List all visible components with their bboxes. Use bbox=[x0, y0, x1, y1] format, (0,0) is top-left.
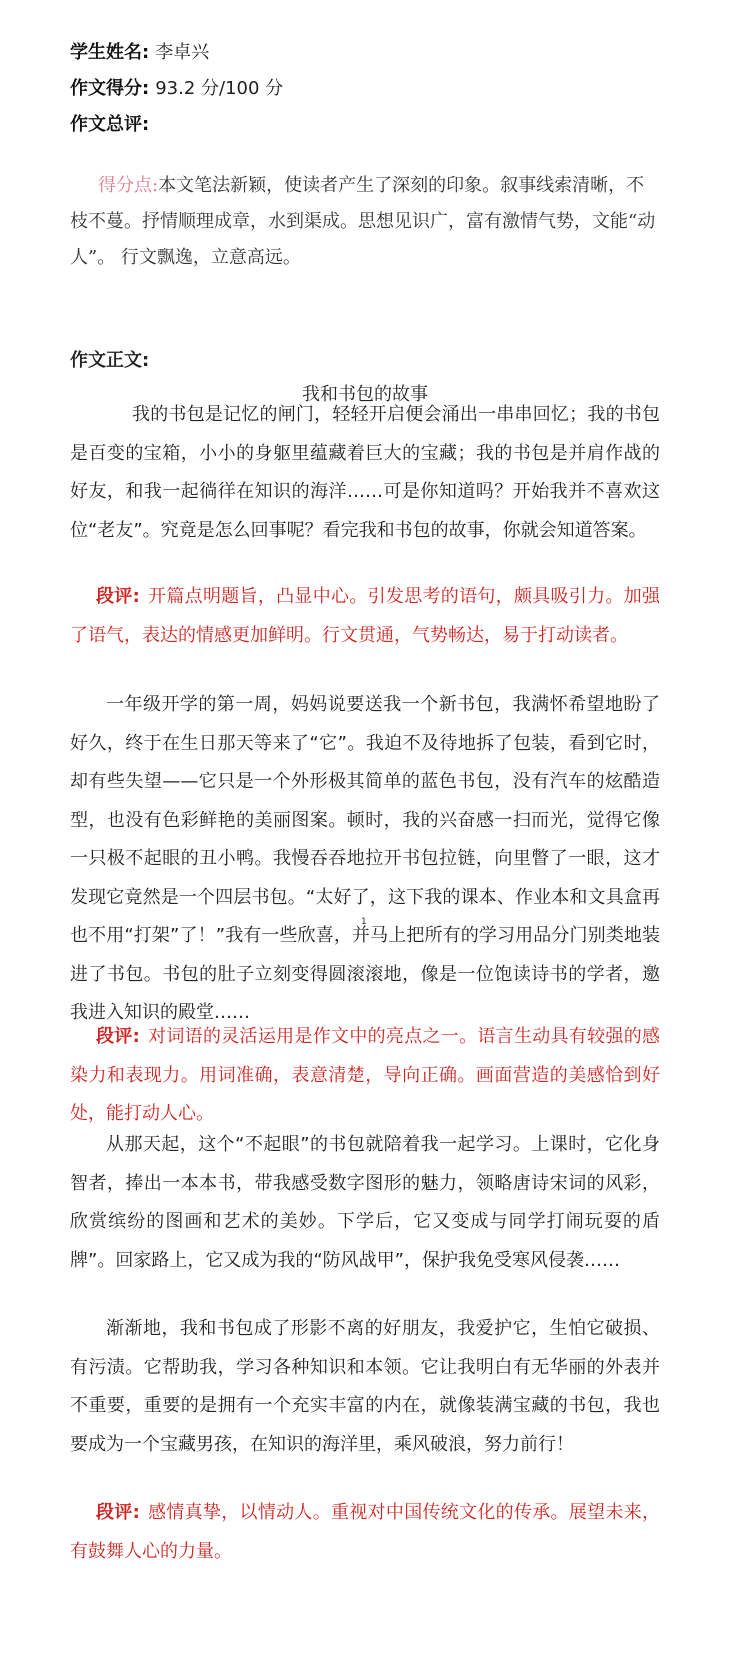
essay-title: 我和书包的故事 bbox=[302, 384, 428, 405]
essay-paragraph-3: 从那天起，这个“不起眼”的书包就陪着我一起学习。上课时，它化身智者，捧出一本本书，带我感受数字图形的魅力，领略唐诗宋词的风彩，欣赏缤纷的图画和艺术的美妙。下学后，它又变成与同学打闹玩耍的盾牌”。回家路上，它又成为我的“防风战甲”，保护我免受寒风侵袭…… bbox=[70, 1134, 660, 1271]
essay-paragraph-4: 渐渐地，我和书包成了形影不离的好朋友，我爱护它，生怕它破损、有污渍。它帮助我，学习各种知识和本领。它让我明白有无华丽的外表并不重要，重要的是拥有一个充实丰富的内在，就像装满宝藏的书包，我也要成为一个宝藏男孩，在知识的海洋里，乘风破浪，努力前行！ bbox=[70, 1318, 660, 1455]
essay-section-label: 作文正文: bbox=[70, 350, 150, 371]
paragraph-comment-3 bbox=[70, 1494, 660, 1571]
paragraph-comment-text: 感情真挚，以情动人。重视对中国传统文化的传承。展望未来，有鼓舞人心的力量。 bbox=[70, 1502, 661, 1562]
essay-paragraph-1: 我的书包是记忆的闸门，轻轻开启便会涌出一串串回忆；我的书包是百变的宝箱，小小的身躯里蕴藏着巨大的宝藏；我的书包是并肩作战的好友，和我一起徜徉在知识的海洋……可是你知道吗？开始我并不喜欢这位“老友”。究竟是怎么回事呢？看完我和书包的故事，你就会知道答案。 bbox=[70, 404, 660, 541]
footnote-mark: 1 bbox=[361, 917, 367, 927]
student-name-label: 学生姓名: bbox=[70, 42, 150, 63]
student-name-value: 李卓兴 bbox=[155, 42, 210, 63]
paragraph-comment-text: 开篇点明题旨，凸显中心。引发思考的语句，颇具吸引力。加强了语气，表达的情感更加鲜明。行文贯通，气势畅达，易于打动读者。 bbox=[70, 586, 661, 646]
paragraph-comment-label: 段评: bbox=[96, 1502, 140, 1523]
paragraph-comment-label: 段评: bbox=[96, 1026, 140, 1047]
overall-comment bbox=[70, 168, 660, 276]
paragraph-comment-1 bbox=[70, 578, 660, 655]
overall-comment-text: 本文笔法新颖，使读者产生了深刻的印象。叙事线索清晰，不枝不蔓。抒情顺理成章，水到渠成。思想见识广，富有激情气势，文能“动人”。 行文飘逸，立意高远。 bbox=[70, 175, 656, 268]
student-name-row bbox=[70, 40, 209, 66]
score-point-tag: 得分点: bbox=[98, 175, 159, 196]
score-label: 作文得分: bbox=[70, 78, 150, 99]
paragraph-comment-2 bbox=[70, 1018, 660, 1134]
overall-comment-label: 作文总评: bbox=[70, 114, 150, 135]
score-row bbox=[70, 76, 283, 102]
paragraph-comment-label: 段评: bbox=[96, 586, 140, 607]
score-value: 93.2 分/100 分 bbox=[155, 78, 284, 99]
overall-label-row bbox=[70, 112, 149, 138]
paragraph-comment-text: 对词语的灵活运用是作文中的亮点之一。语言生动具有较强的感染力和表现力。用词准确，表意清楚，导向正确。画面营造的美感恰到好处，能打动人心。 bbox=[70, 1026, 661, 1124]
essay-paragraph-2: 一年级开学的第一周，妈妈说要送我一个新书包，我满怀希望地盼了好久，终于在生日那天等来了“它”。我迫不及待地拆了包装，看到它时，却有些失望——它只是一个外形极其简单的蓝色书包，没有汽车的炫酷造型，也没有色彩鲜艳的美丽图案。顿时，我的兴奋感一扫而光，觉得它像一只极不起眼的丑小鸭。我慢吞吞地拉开书包拉链，向里瞥了一眼，这才发现它竟然是一个四层书包。“太好了，这下我的课本、作业本和文具盒再也不用“打架”了！”我有一些欣喜，并马上把所有的学习用品分门别类地装进了书包。书包的肚子立刻变得圆滚滚地，像是一位饱读诗书的学者，邀我进入知识的殿堂…… bbox=[70, 694, 660, 1023]
